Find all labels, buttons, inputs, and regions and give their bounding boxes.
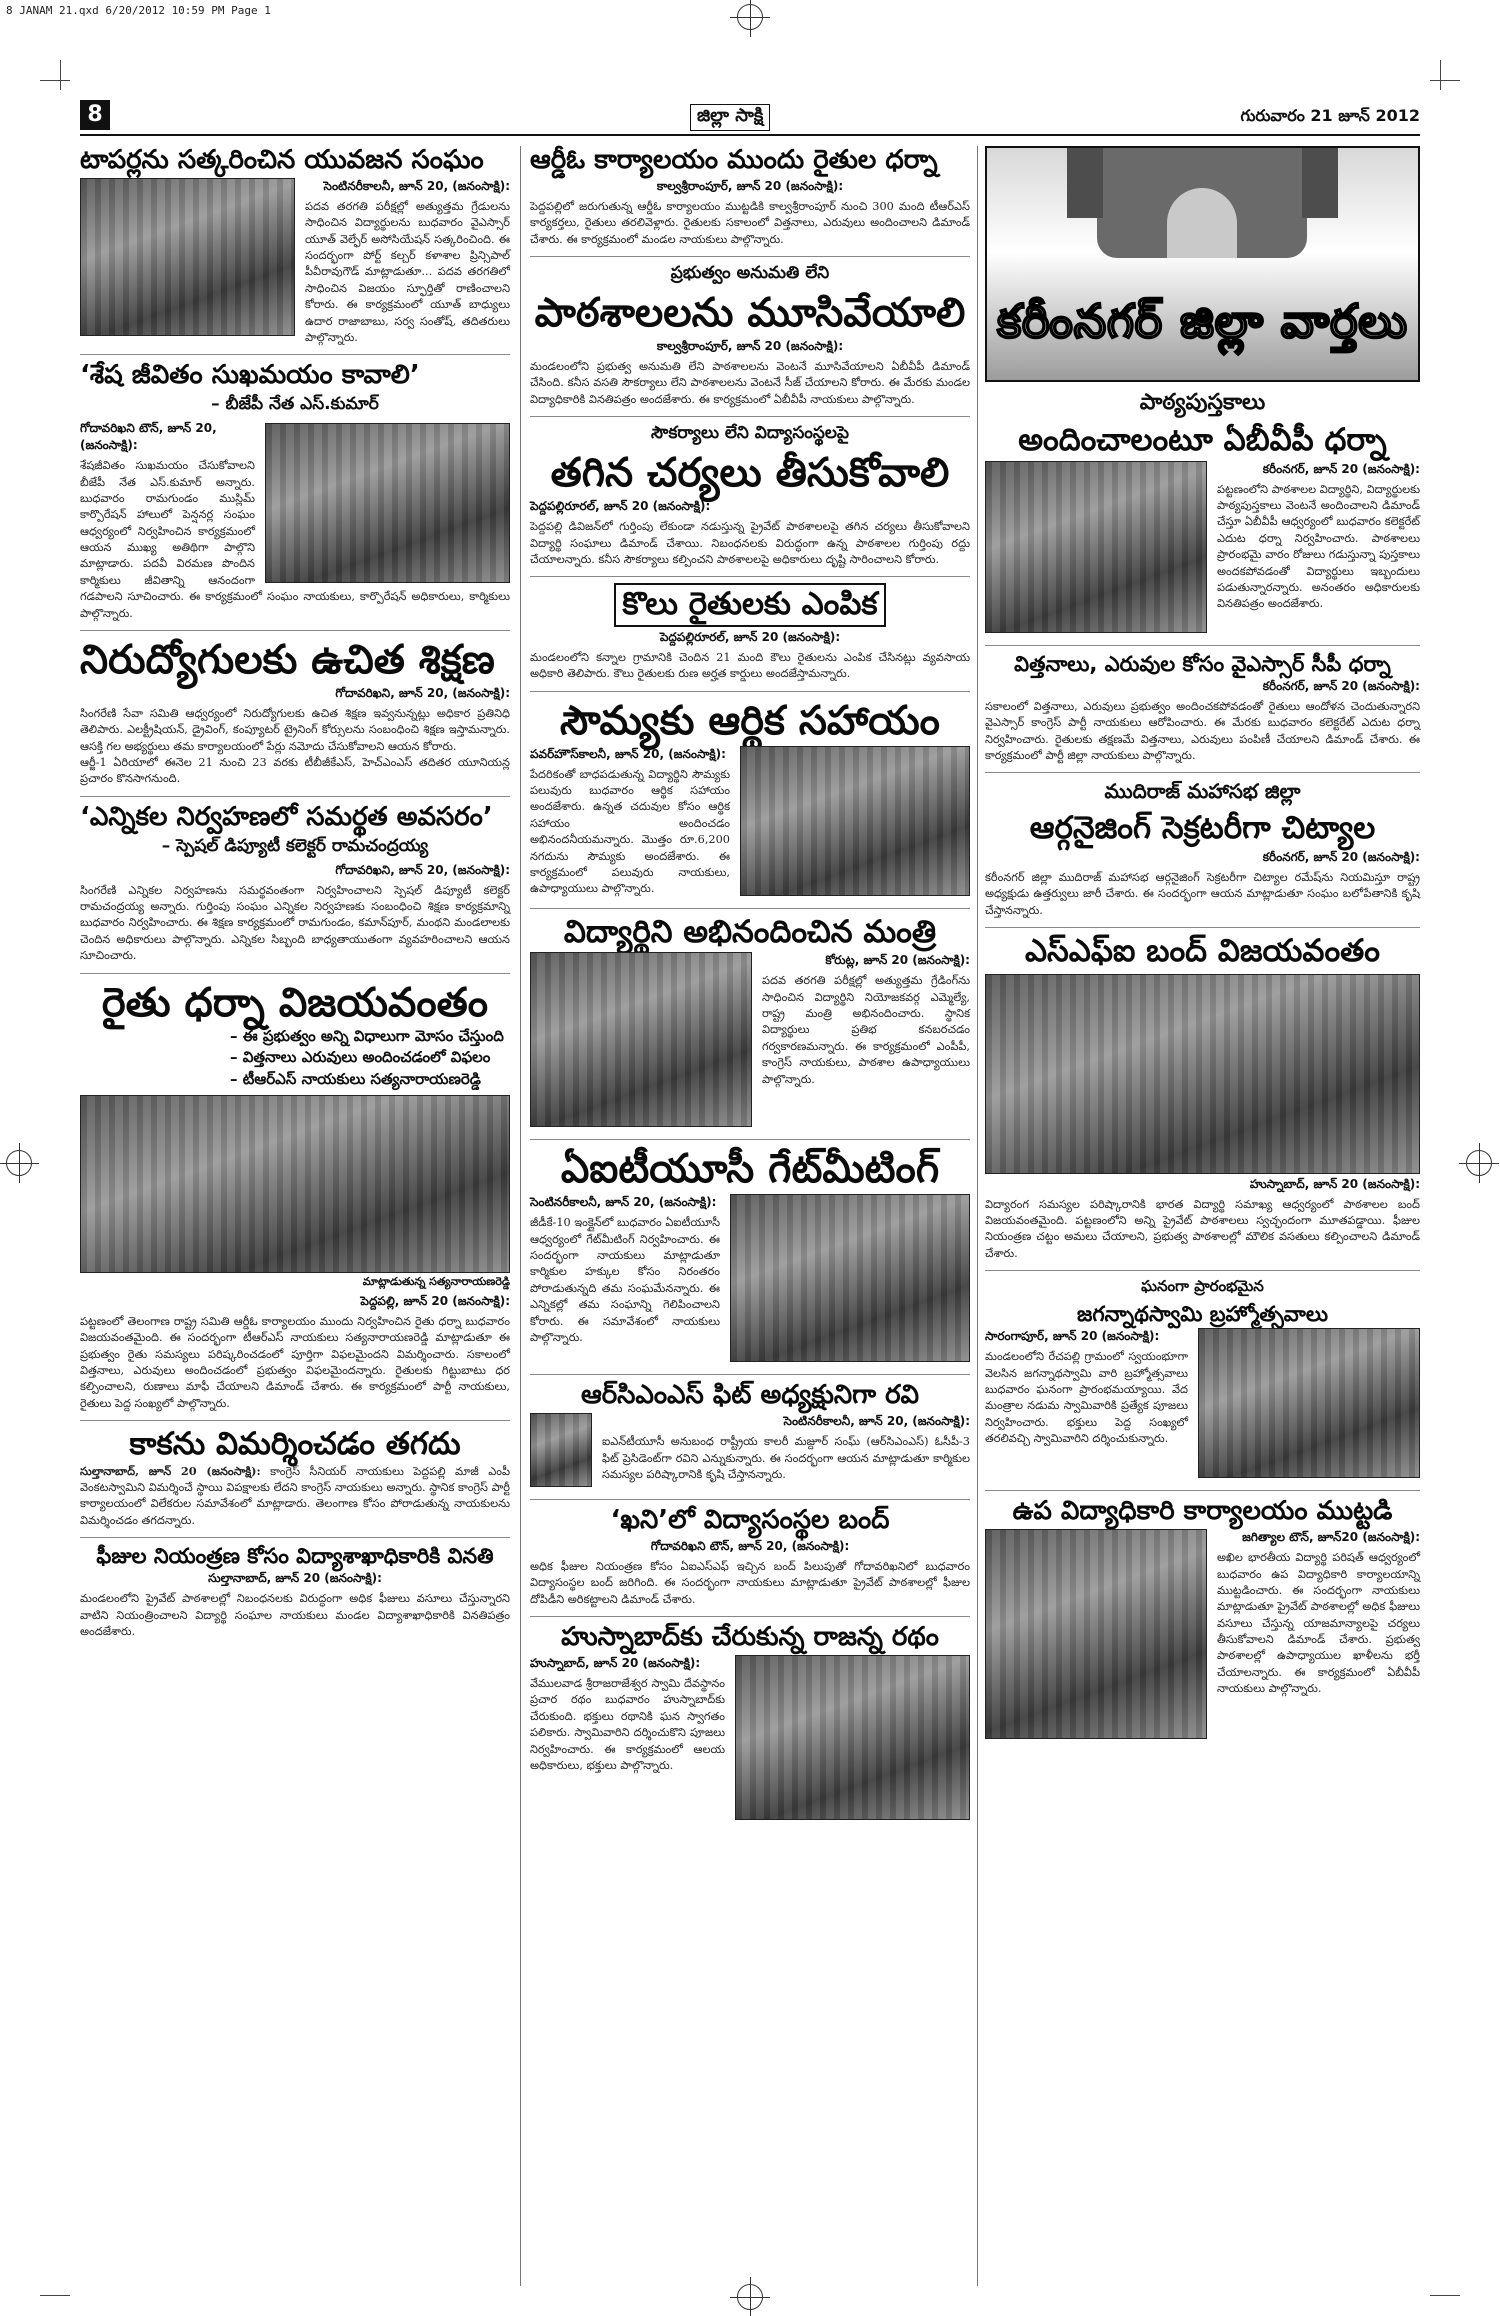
headline: రైతు ధర్నా విజయవంతం: [101, 979, 489, 1026]
article-body: మండలంలోని కన్నాల గ్రామానికి చెందిన 21 మంది కౌలు రైతులను ఎంపిక చేసినట్లు వ్యవసాయ అధికారి తెలిపారు. కౌలు రైతులకు రుణ అర్హత కార్డులు అందజేస్తామన్నారు.: [530, 650, 970, 681]
kicker: ప్రభుత్వం అనుమతి లేని: [670, 263, 830, 284]
article-photo: [985, 1529, 1207, 1739]
header-date: గురువారం 21 జూన్ 2012: [1240, 106, 1420, 125]
article-body: శేషజీవితం సుఖమయం చేసుకోవాలని బీజేపీ నేత ఎస్.కుమార్ అన్నారు. బుధవారం రామగుండం ముస్లిమ్ కార్పొరేషన్ హాలులో పెన్షనర్ల సంఘం ఆధ్వర్యంలో నిర్వహించిన కార్యక్రమంలో ఆయన ముఖ్య అతిథిగా పాల్గొని మాట్లాడారు. పదవీ విరమణ పొందిన కార్మికులు జీవితాన్ని ఆనందంగా గడపాలని సూచించారు. ఈ కార్యక్రమంలో సంఘం నాయకులు, కార్పొరేషన్ అధికారులు, కార్మికులు పాల్గొన్నారు.: [80, 459, 510, 620]
headline: ఆర్డీఓ కార్యాలయం ముందు రైతుల ధర్నా: [530, 145, 938, 175]
crop-mark: [40, 2295, 70, 2296]
article-aituc: [530, 1146, 970, 1366]
crop-mark: [1430, 2295, 1460, 2296]
headline: ఆర్గనైజింగ్ సెక్రటరీగా చిట్యాల: [1029, 810, 1376, 847]
dateline: కరీంనగర్, జూన్ 20 (జనంసాక్షి):: [1262, 678, 1420, 693]
subheadline: – స్పెషల్ డిప్యూటీ కలెక్టర్ రామచంద్రయ్య: [161, 835, 429, 856]
crop-mark: [60, 60, 61, 90]
bullet-point: – టీఆర్ఎస్ నాయకులు సత్యనారాయణరెడ్డి: [230, 1070, 481, 1089]
headline: ఏఐటీయూసీ గేట్‌మీటింగ్: [560, 1146, 940, 1193]
headline: కొలు రైతులకు ఎంపిక: [614, 583, 885, 627]
kicker: సౌకర్యాలు లేని విద్యాసంస్థలపై: [651, 423, 849, 444]
article-minister: [530, 915, 970, 1132]
article-rcms: [530, 1381, 970, 1491]
dateline: కరీంనగర్, జూన్ 20 (జనంసాక్షి):: [1262, 461, 1420, 476]
article-body: పెద్దపల్లి డివిజన్‌లో గుర్తింపు లేకుండా నడుస్తున్న ప్రైవేట్ పాఠశాలలపై తగిన చర్యలు తీసుకోవాలని విద్యార్థి సంఘాలు డిమాండ్ చేశాయి. నిబంధనలకు విరుద్ధంగా ఉన్న పాఠశాలల గుర్తింపు రద్దు చేయాలన్నారు. కనీస సౌకర్యాలు కల్పించని పాఠశాలలపై అధికారులు దృష్టి సారించాలని కోరారు.: [530, 520, 970, 566]
article-khani-bandh: [530, 1506, 970, 1608]
dateline: సెంటినరీకాలనీ, జూన్ 20, (జనంసాక్షి):: [323, 178, 510, 193]
article-body: వేములవాడ శ్రీరాజరాజేశ్వర స్వామి దేవస్థానం ప్రచార రథం బుధవారం హుస్నాబాద్‌కు చేరుకుంది. భక్తులు రథానికి ఘన స్వాగతం పలికారు. స్వామివారిని దర్శించుకొని పూజలు నిర్వహించారు. ఈ కార్యక్రమంలో ఆలయ అధికారులు, భక్తులు పాల్గొన్నారు.: [530, 1677, 725, 1772]
kicker: ముదిరాజ్ మహాసభ జిల్లా: [1104, 779, 1301, 804]
article-body: సింగరేణి ఎన్నికల నిర్వహణను సమర్థవంతంగా నిర్వహించాలని స్పెషల్ డిప్యూటీ కలెక్టర్ రామచంద్రయ్య అన్నారు. గుర్తింపు సంఘం ఎన్నికల నిర్వహణకు సంబంధించి శిక్షణ కార్యక్రమాన్ని బుధవారం నిర్వహించారు. ఈ శిక్షణ కార్యక్రమంలో రామగుండం, కమాన్‌పూర్, మంథని మండలాలకు చెందిన అధికారులు పాల్గొన్నారు. ఎన్నికల సిబ్బంది బాధ్యతాయుతంగా వ్యవహరించాలని ఆయన సూచించారు.: [80, 883, 510, 963]
article-body: పట్టణంలోని పాఠశాలల విద్యార్థిని, విద్యార్థులకు పాఠ్యపుస్తకాలు వెంటనే అందించాలని డిమాండ్ చేస్తూ ఏబీవీపీ ఆధ్వర్యంలో బుధవారం కలెక్టరేట్ ఎదుట ధర్నా నిర్వహించారు. పాఠశాలలు ప్రారంభమై వారం రోజులు గడుస్తున్నా పుస్తకాలు అందకపోవడంతో విద్యార్థులు ఇబ్బందులు పడుతున్నారన్నారు. అనంతరం అధికారులకు వినతిపత్రం అందజేశారు.: [1217, 482, 1420, 611]
dateline: హుస్నాబాద్, జూన్ 20 (జనంసాక్షి):: [1249, 1176, 1420, 1191]
headline: ఆర్‌సిఎంఎస్ ఫిట్ అధ్యక్షునిగా రవి: [580, 1380, 920, 1411]
article-photo: [985, 461, 1207, 633]
article-body: కరీంనగర్ జిల్లా ముదిరాజ్ మహాసభ ఆర్గనైజింగ్ సెక్రటరీగా చిట్యాల రమేష్‌ను నియమిస్తూ రాష్ట్ర అధ్యక్షుడు ఉత్తర్వులు జారీ చేశారు. ఈ సందర్భంగా ఆయన మాట్లాడుతూ సంఘం బలోపేతానికి కృషి చేస్తానన్నారు.: [985, 870, 1420, 917]
newspaper-page: [80, 100, 1420, 2290]
dateline: సుల్తానాబాద్, జూన్ 20 (జనంసాక్షి):: [80, 1463, 261, 1478]
column-middle: [530, 146, 970, 2286]
crop-mark: [40, 80, 70, 81]
masthead-logo: జిల్లా సాక్షి: [690, 104, 770, 131]
article-pensioners: [80, 361, 510, 622]
article-ysrcp-dharna: [985, 652, 1420, 765]
subheadline: – బీజేపీ నేత ఎస్.కుమార్: [211, 394, 379, 415]
registration-mark-top: [737, 4, 763, 30]
article-photo: [985, 974, 1420, 1174]
column-divider: [977, 146, 978, 2286]
article-photo: [735, 1655, 970, 1820]
photo-caption: మాట్లాడుతున్న సత్యనారాయణరెడ్డి: [362, 1274, 510, 1288]
article-tenant-farmers: [530, 583, 970, 682]
dateline: కోరుట్ల, జూన్ 20 (జనంసాక్షి):: [825, 953, 970, 968]
dateline: సుల్తానాబాద్, జూన్ 20 (జనంసాక్షి):: [208, 1571, 382, 1586]
article-school-action: [530, 423, 970, 568]
registration-mark-left: [6, 1150, 32, 1176]
article-body: పెద్దపల్లిలో జరుగుతున్న ఆర్డీఓ కార్యాలయం ముట్టడికి కాల్వశ్రీరాంపూర్ నుంచి 300 మంది టీఆర్ఎస్ కార్యకర్తలు, రైతులు తరలివెళ్లారు. రైతులకు సకాలంలో విత్తనాలు, ఎరువులు అందించాలని డిమాండ్ చేశారు. ఈ కార్యక్రమంలో మండల నాయకులు పాల్గొన్నారు.: [530, 199, 970, 246]
dateline: సెంటినరీకాలనీ, జూన్ 20, (జనంసాక్షి):: [783, 1414, 970, 1429]
banner-title: కరీంనగర్ జిల్లా వార్తలు: [997, 294, 1408, 348]
headline: ఫీజుల నియంత్రణ కోసం విద్యాశాఖాధికారికి వినతి: [96, 1544, 494, 1569]
article-photo: [80, 1095, 510, 1273]
article-body: అఖిల భారతీయ విద్యార్థి పరిషత్ ఆధ్వర్యంలో బుధవారం ఉప విద్యాధికారి కార్యాలయాన్ని ముట్టడించారు. ఈ సందర్భంగా నాయకులు మాట్లాడుతూ ప్రైవేట్ పాఠశాలల్లో అధిక ఫీజులు వసూలు చేస్తున్న యాజమాన్యాలపై చర్యలు తీసుకోవాలని డిమాండ్ చేశారు. ప్రభుత్వ పాఠశాలల్లో ఉపాధ్యాయుల ఖాళీలను భర్తీ చేయాలన్నారు. ఈ కార్యక్రమంలో ఏబీవీపీ నాయకులు పాల్గొన్నారు.: [1217, 1551, 1420, 1696]
dateline: పెద్దపల్లిరూరల్, జూన్ 20 (జనంసాక్షి):: [530, 499, 711, 514]
headline: జగన్నాథస్వామి బ్రహ్మోత్సవాలు: [1077, 1302, 1328, 1327]
article-deo-office: [985, 1497, 1420, 1743]
article-body: పట్టణంలో తెలంగాణ రాష్ట్ర సమితి ఆర్డీఓ కార్యాలయం ముందు నిర్వహించిన రైతు ధర్నా బుధవారం విజయవంతమైంది. ఈ సందర్భంగా టీఆర్ఎస్ నాయకులు సత్యనారాయణరెడ్డి మాట్లాడుతూ ఈ ప్రభుత్వం రైతు సమస్యలు పరిష్కరించడంలో పూర్తిగా విఫలమైందని విమర్శించారు. సకాలంలో విత్తనాలు, ఎరువులు అందించడంలో ప్రభుత్వం విఫలమైందన్నారు. రైతులకు గిట్టుబాటు ధర కల్పించాలని, రుణాలు మాఫీ చేయాలని డిమాండ్ చేశారు. ఈ కార్యక్రమంలో పార్టీ నాయకులు, రైతులు పెద్ద సంఖ్యలో పాల్గొన్నారు.: [80, 1314, 510, 1410]
article-text: కాంగ్రెస్ సీనియర్ నాయకులు పెద్దపల్లి మాజీ ఎంపీ వెంకటస్వామిని విమర్శించే స్థాయి విపక్షాలకు లేదని కాంగ్రెస్ నాయకులు అన్నారు. స్థానిక కాంగ్రెస్ పార్టీ కార్యాలయంలో విలేకరుల సమావేశంలో మాట్లాడారు. తెలంగాణ కోసం పోరాడుతున్న నాయకులను విమర్శించడం తగదన్నారు.: [80, 1464, 510, 1527]
dateline: గోదావరిఖని, జూన్ 20, (జనంసాక్షి):: [335, 862, 510, 877]
dateline: సారంగాపూర్, జూన్ 20 (జనంసాక్షి):: [985, 1329, 1160, 1344]
bullet-point: – ఈ ప్రభుత్వం అన్ని విధాలుగా మోసం చేస్తుంది: [230, 1026, 504, 1045]
district-news-banner: [985, 146, 1420, 382]
article-body: మండలంలోని రేచపల్లి గ్రామంలో స్వయంభూగా వెలసిన జగన్నాథస్వామి వారి బ్రహ్మోత్సవాలు బుధవారం ఘనంగా ప్రారంభమయ్యాయి. వేద మంత్రాల నడుమ స్వామివారికి ప్రత్యేక పూజలు నిర్వహించారు. భక్తులు పెద్ద సంఖ్యలో తరలివచ్చి స్వామివారిని దర్శించుకున్నారు.: [985, 1350, 1188, 1446]
article-unpermitted-schools: [530, 263, 970, 408]
page-header: [80, 100, 1420, 136]
banner-arch-graphic: [1097, 148, 1307, 258]
article-body: విద్యారంగ సమస్యల పరిష్కారానికి భారత విద్యార్థి సమాఖ్య ఆధ్వర్యంలో పాఠశాలల బంద్ విజయవంతమైంది. పట్టణంలోని అన్ని ప్రైవేట్ పాఠశాలలు స్వచ్ఛందంగా మూతపడ్డాయి. ఫీజుల నియంత్రణ చట్టం అమలు చేయాలని, ప్రభుత్వ పాఠశాలల్లో మౌలిక వసతులు కల్పించాలని డిమాండ్ చేశారు.: [985, 1197, 1420, 1260]
dateline: కాల్వశ్రీరాంపూర్, జూన్ 20 (జనంసాక్షి):: [656, 339, 844, 354]
article-rajanna-ratham: [530, 1623, 970, 1824]
column-right: [985, 146, 1420, 2286]
dateline: కరీంనగర్, జూన్ 20 (జనంసాక్షి):: [1262, 849, 1420, 864]
dateline: గోదావరిఖని టౌన్, జూన్ 20, (జనంసాక్షి):: [80, 421, 217, 453]
article-body-2: ఆర్జీ-1 ఏరియాలో ఈనెల 21 నుంచి 23 వరకు టీబీజీకేఎస్, హెచ్ఎంఎస్ తదితర యూనియన్ల ప్రచారం కొనసాగనుంది.: [80, 756, 510, 786]
article-body: ఐఎన్‌టీయూసీ అనుబంధ రాష్ట్రీయ కాలరీ మజ్దూర్ సంఘ్ (ఆర్‌సిఎంఎస్) ఓసీపీ-3 ఫిట్ ప్రెసిడెంట్‌గా రవిని ఎన్నుకున్నారు. ఈ సందర్భంగా ఆయన మాట్లాడుతూ కార్మికుల సమస్యల పరిష్కారానికి కృషి చేస్తానన్నారు.: [602, 1435, 970, 1481]
article-mudiraj: [985, 779, 1420, 919]
bullet-point: – విత్తనాలు ఎరువులు అందించడంలో విఫలం: [230, 1048, 491, 1067]
dateline: జగిత్యాల టౌన్, జూన్20 (జనంసాక్షి):: [1242, 1530, 1420, 1545]
article-soumya-aid: [530, 698, 970, 900]
headline: ఎస్ఎఫ్ఐ బంద్ విజయవంతం: [1024, 933, 1381, 970]
article-body: పదవ తరగతి పరీక్షల్లో అత్యుత్తమ గ్రేడింగ్‌ను సాధించిన విద్యార్థిని నియోజకవర్గ ఎమ్మెల్యే, రాష్ట్ర మంత్రి అభినందించారు. స్థానిక విద్యార్థులు ప్రతిభ కనబరచడం గర్వకారణమన్నారు. ఈ కార్యక్రమంలో ఎంపీపీ, కాంగ్రెస్ నాయకులు, పాఠశాల ఉపాధ్యాయులు పాల్గొన్నారు.: [762, 974, 970, 1086]
headline: నిరుద్యోగులకు ఉచిత శిక్షణ: [80, 636, 495, 683]
article-body: మండలంలోని ప్రభుత్వ అనుమతి లేని పాఠశాలలను వెంటనే మూసివేయాలని ఏబీవీపీ డిమాండ్ చేసింది. కనీస వసతి సౌకర్యాలు లేని పాఠశాలలను వెంటనే సీజ్ చేయాలని కోరారు. ఈ మేరకు మండల విద్యాధికారికి వినతిపత్రం అందజేశారు. ఈ కార్యక్రమంలో ఏబీవీపీ నాయకులు పాల్గొన్నారు.: [530, 360, 970, 406]
article-photo: [740, 746, 970, 896]
crop-mark: [1430, 80, 1460, 81]
headline: పాఠశాలలను మూసివేయాలి: [534, 290, 966, 337]
article-toppers: [80, 146, 510, 346]
crop-mark: [1440, 60, 1441, 90]
dateline: పెద్దపల్లిరూరల్, జూన్ 20 (జనంసాక్షి):: [659, 629, 841, 644]
article-jagannatha: [985, 1277, 1420, 1482]
dateline: కాల్వశ్రీరాంపూర్, జూన్ 20 (జనంసాక్షి):: [656, 178, 844, 193]
article-photo: [80, 178, 295, 336]
headline: తగిన చర్యలు తీసుకోవాలి: [550, 450, 950, 497]
article-body: పదవ తరగతి పరీక్షల్లో అత్యుత్తమ గ్రేడులను సాధించిన విద్యార్థులను బుధవారం వైఎస్సార్ యూత్ వెల్ఫేర్ అసోసియేషన్ సత్కరించింది. ఈ సందర్భంగా పోర్ట్ కల్చర్ కళాశాల ప్రిన్సిపాల్ పీవీరావుగౌడ్ మాట్లాడుతూ... పదవ తరగతిలో సాధించిన విజయం స్ఫూర్తితో రాణించాలని కోరారు. ఈ కార్యక్రమంలో యూత్ బాధ్యులు ఉదార రాజాబాబు, సర్వ సంతోష్, తదితరులు పాల్గొన్నారు.: [305, 199, 510, 344]
article-farmer-dharna: [80, 980, 510, 1413]
page-number: 8: [80, 100, 110, 130]
article-body: జీడీకే-10 ఇంక్లైన్‌లో బుధవారం ఏఐటీయూసీ ఆధ్వర్యంలో గేట్‌మీటింగ్ నిర్వహించారు. ఈ సందర్భంగా నాయకులు మాట్లాడుతూ కార్మికుల హక్కుల కోసం నిరంతరం పోరాడుతున్నది తమ సంఘమేనన్నారు. ఈ ఎన్నికల్లో తమ సంఘాన్ని గెలిపించాలని కోరారు. ఈ సమావేశంలో నాయకులు పాల్గొన్నారు.: [530, 1216, 720, 1344]
headline: అందించాలంటూ ఏబీవీపీ ధర్నా: [1018, 422, 1387, 458]
article-sfi-bandh: [985, 934, 1420, 1262]
kicker: పాఠ్యపుస్తకాలు: [1139, 390, 1266, 415]
headline: ‘ఖని’లో విద్యాసంస్థల బంద్: [610, 1505, 890, 1536]
article-body: మండలంలోని ప్రైవేట్ పాఠశాలల్లో నిబంధనలకు విరుద్ధంగా అధిక ఫీజులు వసూలు చేస్తున్నారని వాటిని నియంత్రించాలని విద్యార్థి సంఘాల నాయకులు మండల విద్యాశాఖాధికారికి వినతిపత్రం అందజేశారు.: [80, 1592, 510, 1639]
article-body: సింగరేణి సేవా సమితి ఆధ్వర్యంలో నిరుద్యోగులకు ఉచిత శిక్షణ ఇవ్వనున్నట్లు అధికార ప్రతినిధి తెలిపారు. ఎలక్ట్రీషియన్, డ్రైవింగ్, కంప్యూటర్ ట్రైనింగ్ కోర్సులను సంబంధించి శిక్షణ ఇస్తామన్నారు. ఆసక్తి గల అభ్యర్థులు తమ కార్యాలయంలో పేర్లు నమోదు చేసుకోవాలని ఆయన కోరారు.: [80, 706, 510, 753]
headline: హుస్నాబాద్‌కు చేరుకున్న రాజన్న రథం: [561, 1622, 939, 1653]
dateline: సెంటినరీకాలనీ, జూన్ 20, (జనంసాక్షి):: [530, 1195, 717, 1210]
article-kaka: [80, 1427, 510, 1529]
article-photo: [530, 952, 752, 1127]
dateline: గోదావరిఖని, జూన్ 20, (జనంసాక్షి):: [335, 685, 510, 700]
article-fees: [80, 1544, 510, 1640]
headline: ‘ఎన్నికల నిర్వహణలో సమర్థత అవసరం’: [80, 801, 493, 832]
headline: ఉప విద్యాధికారి కార్యాలయం ముట్టడి: [1012, 1496, 1393, 1527]
article-body: పేదరికంతో బాధపడుతున్న విద్యార్థిని సౌమ్యకు పలువురు బుధవారం ఆర్థిక సహాయం అందజేశారు. ఉన్నత చదువుల కోసం ఆర్థిక సహాయం అందించడం అభినందనీయమన్నారు. మొత్తం రూ.6,200 నగదును సౌమ్యకు అందజేశారు. ఈ కార్యక్రమంలో పలువురు నాయకులు, ఉపాధ్యాయులు పాల్గొన్నారు.: [530, 767, 730, 896]
article-elections: [80, 803, 510, 965]
column-left: [80, 146, 510, 2286]
headline: విద్యార్థిని అభినందించిన మంత్రి: [563, 913, 937, 950]
article-abvp-textbooks: [985, 390, 1420, 637]
article-free-training: [80, 637, 510, 788]
article-photo: [730, 1194, 970, 1362]
article-body: సకాలంలో విత్తనాలు, ఎరువులు ప్రభుత్వం అందించకపోవడంతో రైతులు ఆందోళన చెందుతున్నారని వైఎస్సార్ కాంగ్రెస్ పార్టీ నాయకులు ఆరోపించారు. ఈ మేరకు బుధవారం కలెక్టరేట్ ఎదుట ధర్నా నిర్వహించారు. రైతులకు తక్షణమే విత్తనాలు, ఎరువులు పంపిణీ చేయాలని డిమాండ్ చేశారు. ఈ కార్యక్రమంలో పార్టీ జిల్లా నాయకులు పాల్గొన్నారు.: [985, 699, 1420, 762]
dateline: గోదావరిఖని టౌన్, జూన్ 20, (జనంసాక్షి):: [650, 1539, 850, 1554]
headline: కాకను విమర్శించడం తగదు: [129, 1426, 461, 1463]
column-divider: [520, 146, 521, 2286]
dateline: పవర్‌హౌస్‌కాలనీ, జూన్ 20, (జనంసాక్షి):: [530, 746, 726, 761]
article-photo: [265, 423, 510, 583]
dateline: పెద్దపల్లి, జూన్ 20 (జనంసాక్షి):: [360, 1293, 510, 1308]
article-body: అధిక ఫీజుల నియంత్రణ కోసం ఏఐఎస్ఎఫ్ ఇచ్చిన బంద్ పిలుపుతో గోదావరిఖనిలో బుధవారం విద్యాసంస్థల బంద్ జరిగింది. ఈ సందర్భంగా నాయకులు మాట్లాడుతూ ప్రైవేట్ పాఠశాలల్లో ఫీజుల దోపిడీని అరికట్టాలని డిమాండ్ చేశారు.: [530, 1560, 970, 1606]
print-slug: 8 JANAM 21.qxd 6/20/2012 10:59 PM Page 1: [6, 4, 271, 17]
headline: టాపర్లను సత్కరించిన యువజన సంఘం: [80, 145, 484, 175]
kicker: ఘనంగా ప్రారంభమైన: [1141, 1277, 1264, 1296]
portrait-photo: [530, 1413, 592, 1487]
banner-tower-graphic: [1302, 148, 1338, 218]
article-photo: [1198, 1328, 1420, 1478]
registration-mark-right: [1466, 1150, 1492, 1176]
banner-tower-graphic: [1067, 148, 1103, 218]
headline: సౌమ్యకు ఆర్థిక సహాయం: [560, 697, 940, 744]
article-rdo-dharna: [530, 146, 970, 248]
headline: ‘శేష జీవితం సుఖమయం కావాలి’: [80, 360, 420, 391]
article-body: [80, 1463, 510, 1530]
dateline: హుస్నాబాద్, జూన్ 20 (జనంసాక్షి):: [530, 1656, 701, 1671]
headline: విత్తనాలు, ఎరువుల కోసం వైఎస్సార్ సీపీ ధర్నా: [1014, 651, 1391, 676]
